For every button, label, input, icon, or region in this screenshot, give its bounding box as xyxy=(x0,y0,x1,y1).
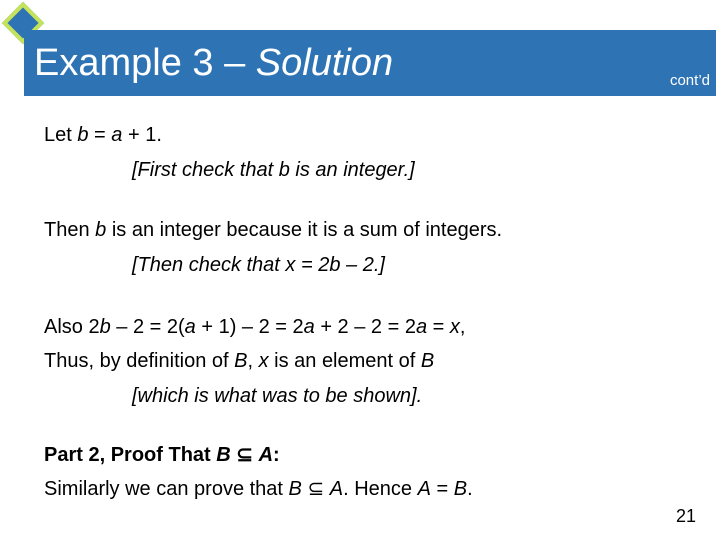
text-line-9: Similarly we can prove that B ⊆ A. Hence A = B. xyxy=(44,478,473,500)
text-line-8: Part 2, Proof That B ⊆ A: xyxy=(44,444,280,466)
continued-label: cont’d xyxy=(669,72,710,89)
page-number: 21 xyxy=(675,506,696,526)
text-line-7: [which is what was to be shown]. xyxy=(132,385,423,407)
text-line-4: [Then check that x = 2b – 2.] xyxy=(132,254,385,276)
text-line-6: Thus, by definition of B, x is an element of B xyxy=(44,350,435,372)
text-line-2: [First check that b is an integer.] xyxy=(132,159,415,181)
text-line-1: Let b = a + 1. xyxy=(44,124,162,146)
text-line-3: Then b is an integer because it is a sum of integers. xyxy=(44,219,503,241)
text-line-5: Also 2b – 2 = 2(a + 1) – 2 = 2a + 2 – 2 = 2a = x, xyxy=(44,316,466,338)
slide-title: Example 3 – Solution xyxy=(34,42,394,84)
